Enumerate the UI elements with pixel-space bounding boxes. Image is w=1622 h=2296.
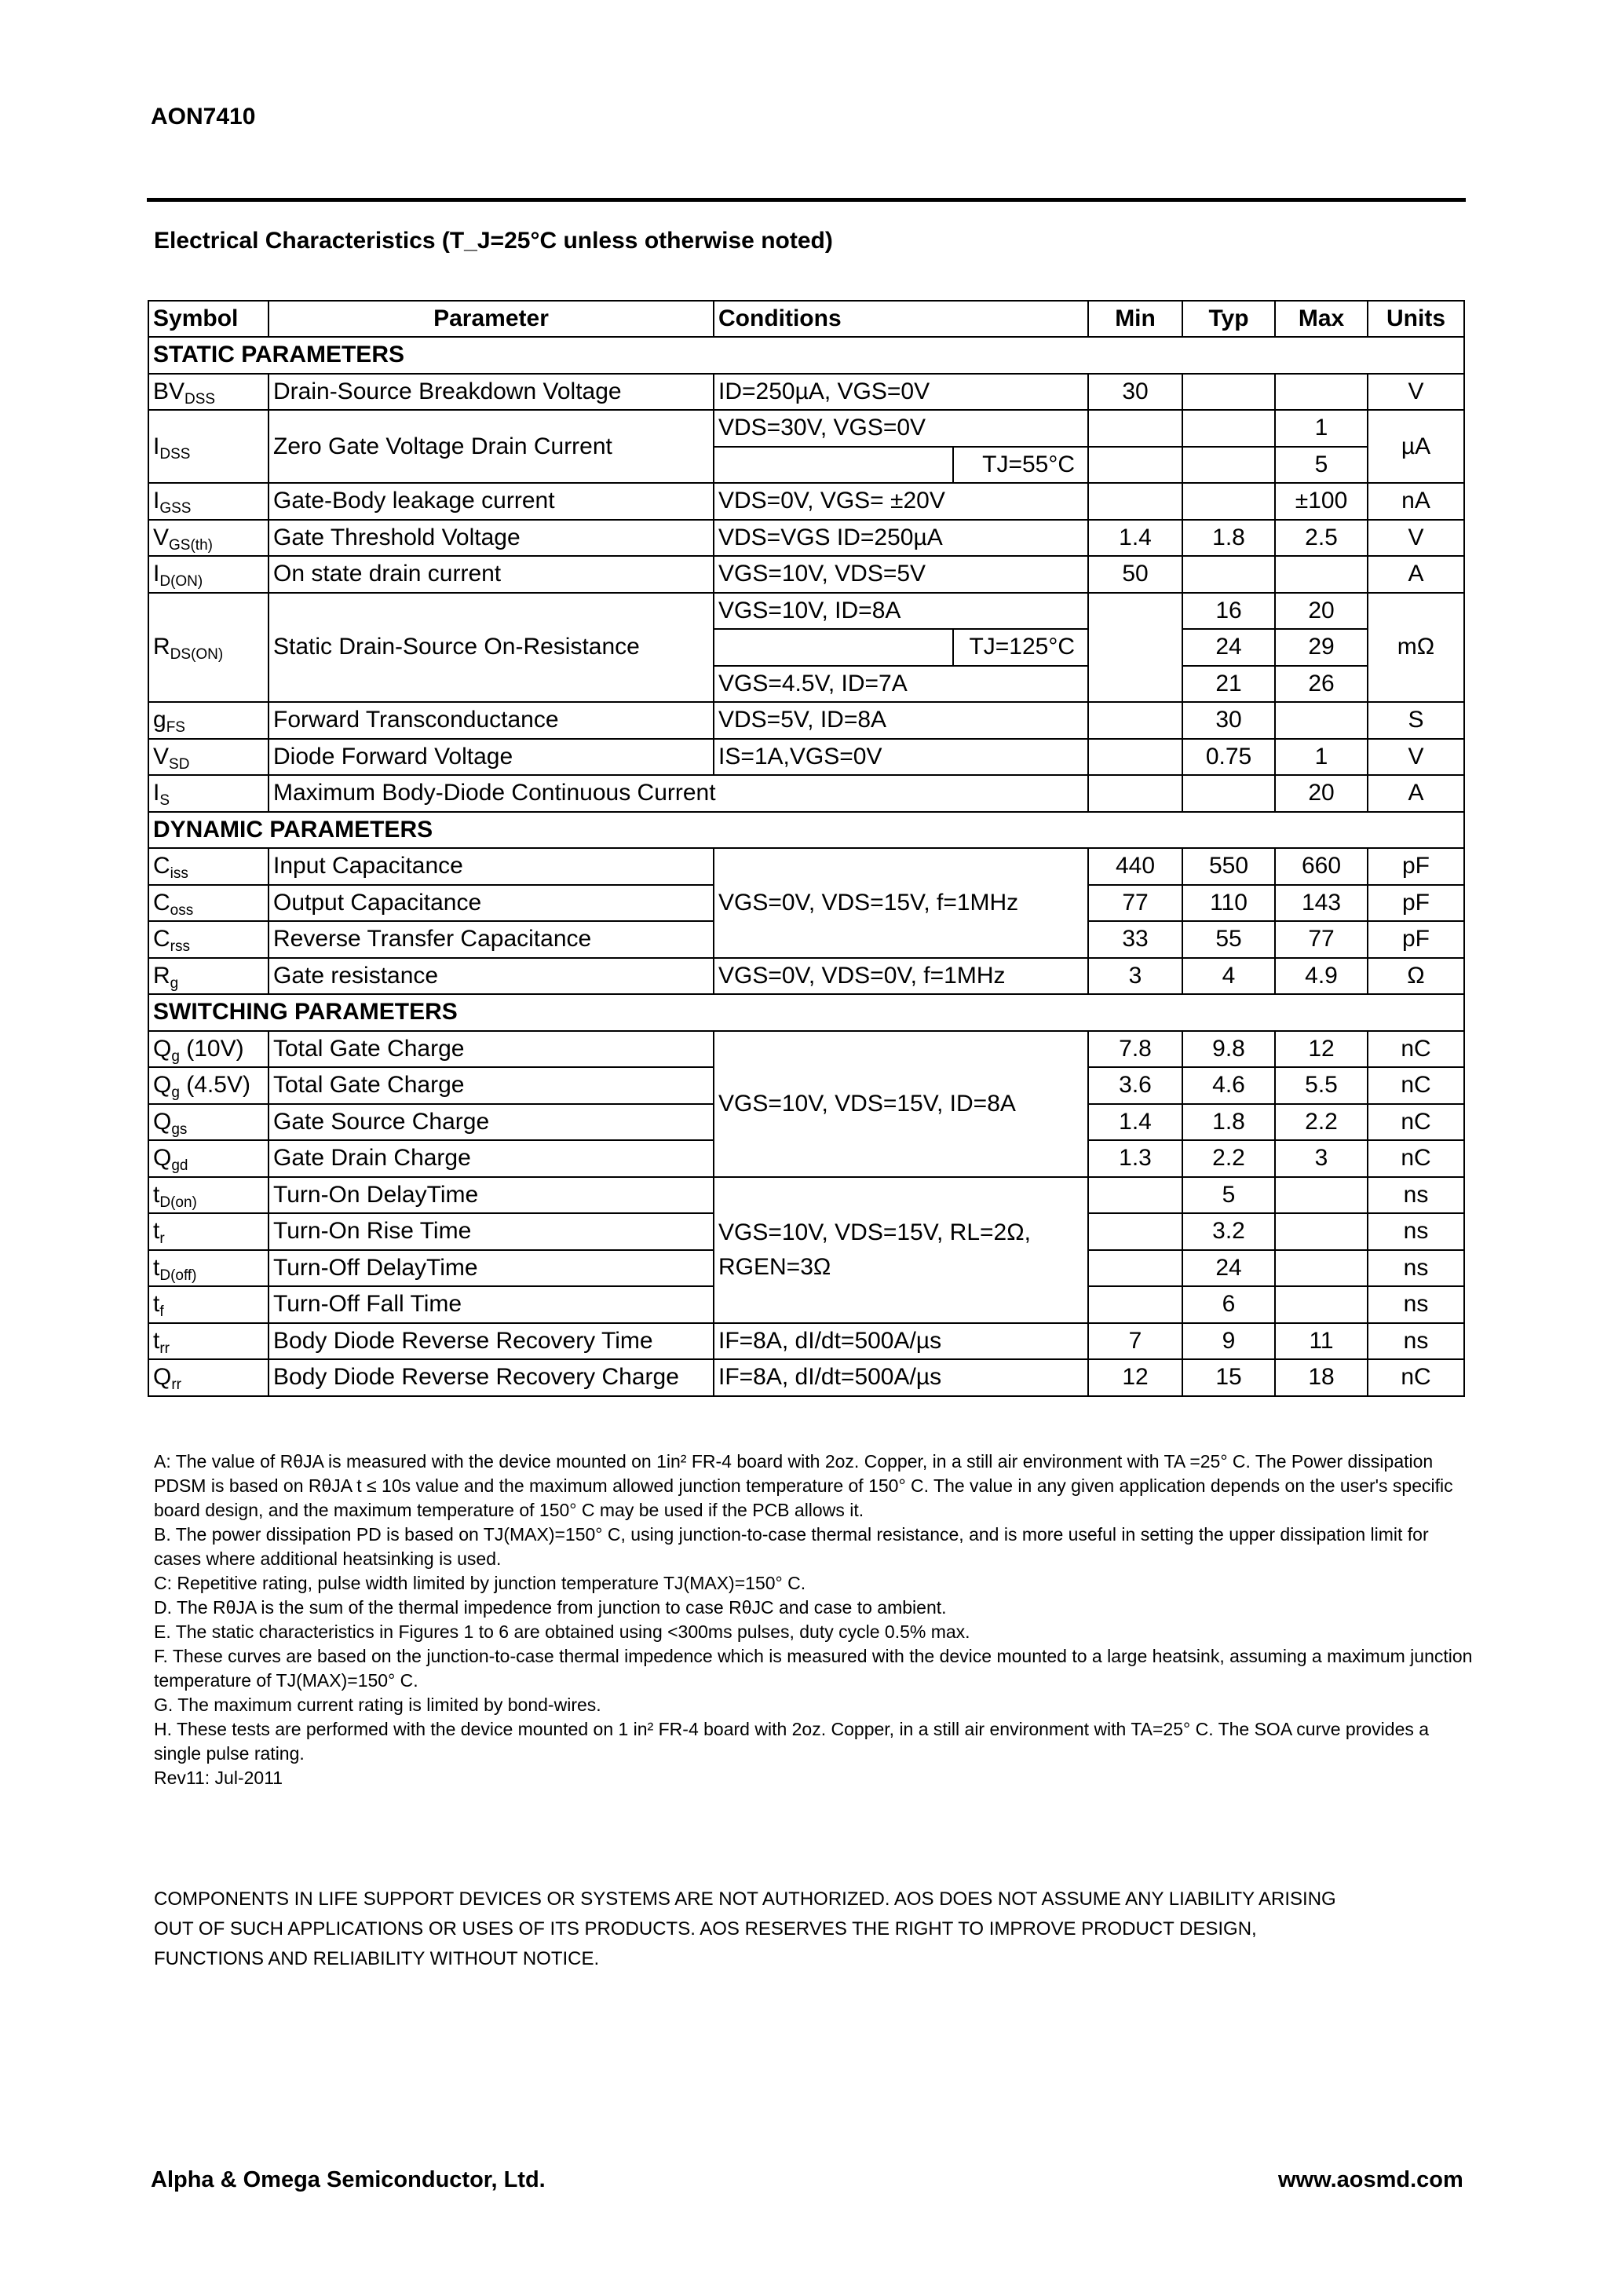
typ-cell: 24: [1182, 1250, 1275, 1287]
note-d: D. The RθJA is the sum of the thermal impedence from junction to case RθJC and case to ambient.: [154, 1597, 947, 1618]
cond-cell: VGS=0V, VDS=15V, f=1MHz: [714, 848, 1088, 958]
unit-cell: Ω: [1368, 958, 1464, 995]
unit-cell: µA: [1368, 410, 1464, 483]
symbol-qrr: $Q_{rr}$: [148, 1359, 269, 1396]
symbol-bvdss: $BV_{DSS}$: [148, 374, 269, 411]
unit-cell: pF: [1368, 848, 1464, 885]
min-cell: 12: [1088, 1359, 1182, 1396]
cond-cell: VDS=VGS ID=250µA: [714, 520, 1088, 557]
param-cell: Body Diode Reverse Recovery Time: [269, 1323, 714, 1360]
typ-cell: [1182, 556, 1275, 593]
min-cell: 30: [1088, 374, 1182, 411]
max-cell: [1275, 1250, 1368, 1287]
unit-cell: nC: [1368, 1104, 1464, 1141]
cond-cell: IF=8A, dI/dt=500A/µs: [714, 1323, 1088, 1360]
max-cell: [1275, 702, 1368, 739]
symbol-rdson: $R_{DS(ON)}$: [148, 593, 269, 703]
param-cell: Maximum Body-Diode Continuous Current: [269, 775, 1088, 812]
typ-cell: 110: [1182, 885, 1275, 922]
param-cell: Forward Transconductance: [269, 702, 714, 739]
max-cell: 143: [1275, 885, 1368, 922]
cond-blank: [714, 629, 953, 666]
typ-cell: 5: [1182, 1177, 1275, 1214]
param-cell: Total Gate Charge: [269, 1067, 714, 1104]
max-cell: 5.5: [1275, 1067, 1368, 1104]
table-row: [148, 593, 1464, 630]
cond-cell: VDS=0V, VGS= ±20V: [714, 483, 1088, 520]
param-cell: Reverse Transfer Capacitance: [269, 921, 714, 958]
note-g: G. The maximum current rating is limited by bond-wires.: [154, 1695, 601, 1715]
typ-cell: 9: [1182, 1323, 1275, 1360]
min-cell: [1088, 1213, 1182, 1250]
unit-cell: S: [1368, 702, 1464, 739]
table-row: [148, 374, 1464, 411]
min-cell: 440: [1088, 848, 1182, 885]
table-row: [148, 702, 1464, 739]
min-cell: 3.6: [1088, 1067, 1182, 1104]
min-cell: 1.4: [1088, 520, 1182, 557]
symbol-idon: $I_{D(ON)}$: [148, 556, 269, 593]
unit-cell: ns: [1368, 1177, 1464, 1214]
typ-cell: [1182, 775, 1275, 812]
param-cell: Gate Threshold Voltage: [269, 520, 714, 557]
part-number: AON7410: [151, 104, 256, 130]
section-dynamic: DYNAMIC PARAMETERS: [148, 812, 1464, 849]
unit-cell: pF: [1368, 885, 1464, 922]
table-row: [148, 739, 1464, 776]
table-row: [148, 775, 1464, 812]
param-cell: Gate Drain Charge: [269, 1140, 714, 1177]
symbol-qg10: $Q_g$ (10V): [148, 1031, 269, 1068]
sw-cond-line-2: RGEN=3Ω: [718, 1253, 831, 1280]
param-cell: Output Capacitance: [269, 885, 714, 922]
max-cell: [1275, 1286, 1368, 1323]
symbol-ciss: $C_{iss}$: [148, 848, 269, 885]
cond-cell: VDS=5V, ID=8A: [714, 702, 1088, 739]
unit-cell: nC: [1368, 1031, 1464, 1068]
param-cell: Gate-Body leakage current: [269, 483, 714, 520]
symbol-igss: $I_{GSS}$: [148, 483, 269, 520]
symbol-qgd: $Q_{gd}$: [148, 1140, 269, 1177]
col-header-conditions: Conditions: [714, 301, 1088, 337]
footer-company: Alpha & Omega Semiconductor, Ltd.: [151, 2167, 546, 2192]
param-cell: Turn-Off DelayTime: [269, 1250, 714, 1287]
unit-cell: nC: [1368, 1359, 1464, 1396]
note-h: H. These tests are performed with the device mounted on 1 in² FR-4 board with 2oz. Copper, in a still air environment with TA=25° C. The SOA curve provides a single pulse rating.: [154, 1719, 1430, 1764]
unit-cell: V: [1368, 520, 1464, 557]
typ-cell: 1.8: [1182, 520, 1275, 557]
table-row: [148, 556, 1464, 593]
param-cell: Body Diode Reverse Recovery Charge: [269, 1359, 714, 1396]
unit-cell: A: [1368, 775, 1464, 812]
typ-cell: 550: [1182, 848, 1275, 885]
cond-cell: VGS=10V, VDS=5V: [714, 556, 1088, 593]
cond-tj-cell: TJ=55°C: [953, 447, 1088, 484]
param-cell: Total Gate Charge: [269, 1031, 714, 1068]
cond-cell-switching: [714, 1177, 1088, 1323]
disclaimer-line: COMPONENTS IN LIFE SUPPORT DEVICES OR SYSTEMS ARE NOT AUTHORIZED. AOS DOES NOT ASSUME ANY LIABILITY ARISING: [154, 1888, 1336, 1910]
min-cell: [1088, 1250, 1182, 1287]
typ-cell: 0.75: [1182, 739, 1275, 776]
cond-cell: VGS=4.5V, ID=7A: [714, 666, 1088, 703]
note-e: E. The static characteristics in Figures 1 to 6 are obtained using <300ms pulses, duty cycle 0.5% max.: [154, 1621, 970, 1642]
unit-cell: V: [1368, 739, 1464, 776]
section-static: STATIC PARAMETERS: [148, 337, 1464, 374]
disclaimer-line: OUT OF SUCH APPLICATIONS OR USES OF ITS PRODUCTS. AOS RESERVES THE RIGHT TO IMPROVE PRODUCT DESIGN,: [154, 1918, 1257, 1940]
param-cell: Turn-On Rise Time: [269, 1213, 714, 1250]
symbol-gfs: $g_{FS}$: [148, 702, 269, 739]
cond-cell: VGS=10V, ID=8A: [714, 593, 1088, 630]
typ-cell: 21: [1182, 666, 1275, 703]
max-cell: 12: [1275, 1031, 1368, 1068]
typ-cell: 4: [1182, 958, 1275, 995]
unit-cell: ns: [1368, 1323, 1464, 1360]
symbol-is: $I_S$: [148, 775, 269, 812]
footer-url-link[interactable]: www.aosmd.com: [1278, 2167, 1463, 2192]
max-cell: 3: [1275, 1140, 1368, 1177]
electrical-characteristics-table: [148, 300, 1465, 1397]
symbol-coss: $C_{oss}$: [148, 885, 269, 922]
typ-cell: 6: [1182, 1286, 1275, 1323]
symbol-tf: $t_f$: [148, 1286, 269, 1323]
typ-cell: 15: [1182, 1359, 1275, 1396]
min-cell: [1088, 483, 1182, 520]
unit-cell: nA: [1368, 483, 1464, 520]
table-row: [148, 1323, 1464, 1360]
cond-cell: VDS=30V, VGS=0V: [714, 410, 1088, 447]
max-cell: [1275, 556, 1368, 593]
typ-cell: 1.8: [1182, 1104, 1275, 1141]
max-cell: [1275, 374, 1368, 411]
param-cell: Drain-Source Breakdown Voltage: [269, 374, 714, 411]
cond-tj-cell: TJ=125°C: [953, 629, 1088, 666]
max-cell: 77: [1275, 921, 1368, 958]
max-cell: 4.9: [1275, 958, 1368, 995]
min-cell: [1088, 447, 1182, 484]
table-row: [148, 483, 1464, 520]
min-cell: 1.3: [1088, 1140, 1182, 1177]
max-cell: [1275, 1213, 1368, 1250]
typ-cell: 55: [1182, 921, 1275, 958]
sw-cond-line-1: VGS=10V, VDS=15V, RL=2Ω,: [718, 1219, 1031, 1245]
table-row: [148, 1031, 1464, 1068]
table-header-row: [148, 301, 1464, 337]
max-cell: 2.5: [1275, 520, 1368, 557]
max-cell: 2.2: [1275, 1104, 1368, 1141]
min-cell: [1088, 1177, 1182, 1214]
table-row: [148, 958, 1464, 995]
param-cell: Input Capacitance: [269, 848, 714, 885]
col-header-min: Min: [1088, 301, 1182, 337]
footnotes: [154, 1450, 1473, 1790]
max-cell: [1275, 1177, 1368, 1214]
max-cell: 29: [1275, 629, 1368, 666]
min-cell: [1088, 702, 1182, 739]
table-row: [148, 410, 1464, 447]
unit-cell: ns: [1368, 1250, 1464, 1287]
col-header-typ: Typ: [1182, 301, 1275, 337]
section-switching: SWITCHING PARAMETERS: [148, 994, 1464, 1031]
unit-cell: A: [1368, 556, 1464, 593]
typ-cell: 2.2: [1182, 1140, 1275, 1177]
disclaimer-line: FUNCTIONS AND RELIABILITY WITHOUT NOTICE.: [154, 1948, 600, 1969]
note-b: B. The power dissipation PD is based on TJ(MAX)=150° C, using junction-to-case thermal resistance, and is more useful in setting the upper dissipation limit for cases where additional heatsinking is used.: [154, 1524, 1429, 1569]
typ-cell: [1182, 374, 1275, 411]
min-cell: [1088, 775, 1182, 812]
disclaimer: [154, 1885, 1489, 1974]
symbol-tdon: $t_{D(on)}$: [148, 1177, 269, 1214]
min-cell: 3: [1088, 958, 1182, 995]
min-cell: [1088, 593, 1182, 703]
header-rule: [147, 198, 1466, 202]
unit-cell: pF: [1368, 921, 1464, 958]
cond-cell: VGS=0V, VDS=0V, f=1MHz: [714, 958, 1088, 995]
unit-cell: nC: [1368, 1067, 1464, 1104]
unit-cell: nC: [1368, 1140, 1464, 1177]
note-c: C: Repetitive rating, pulse width limited by junction temperature TJ(MAX)=150° C.: [154, 1573, 806, 1593]
max-cell: ±100: [1275, 483, 1368, 520]
param-cell: Turn-On DelayTime: [269, 1177, 714, 1214]
param-cell: Turn-Off Fall Time: [269, 1286, 714, 1323]
cond-cell: IS=1A,VGS=0V: [714, 739, 1088, 776]
symbol-qg45: $Q_g$ (4.5V): [148, 1067, 269, 1104]
col-header-units: Units: [1368, 301, 1464, 337]
min-cell: 7: [1088, 1323, 1182, 1360]
symbol-idss: $I_{DSS}$: [148, 410, 269, 483]
cond-cell: ID=250µA, VGS=0V: [714, 374, 1088, 411]
min-cell: 50: [1088, 556, 1182, 593]
symbol-crss: $C_{rss}$: [148, 921, 269, 958]
min-cell: 77: [1088, 885, 1182, 922]
typ-cell: 24: [1182, 629, 1275, 666]
col-header-parameter: Parameter: [269, 301, 714, 337]
typ-cell: 9.8: [1182, 1031, 1275, 1068]
table-row: [148, 848, 1464, 885]
min-cell: [1088, 739, 1182, 776]
unit-cell: ns: [1368, 1286, 1464, 1323]
unit-cell: ns: [1368, 1213, 1464, 1250]
typ-cell: 16: [1182, 593, 1275, 630]
min-cell: [1088, 410, 1182, 447]
table-row: [148, 1359, 1464, 1396]
min-cell: 7.8: [1088, 1031, 1182, 1068]
section-title: Electrical Characteristics (T_J=25°C unless otherwise noted): [154, 228, 833, 254]
param-cell: Zero Gate Voltage Drain Current: [269, 410, 714, 483]
max-cell: 660: [1275, 848, 1368, 885]
param-cell: Gate resistance: [269, 958, 714, 995]
unit-cell: V: [1368, 374, 1464, 411]
max-cell: 20: [1275, 775, 1368, 812]
max-cell: 5: [1275, 447, 1368, 484]
note-a: A: The value of RθJA is measured with the device mounted on 1in² FR-4 board with 2oz. Copper, in a still air environment with TA =25° C. The Power dissipation PDSM is based on RθJA t ≤ 10s value and the maximum allowed junction temperature of 150° C. The value in any given application depends on the user's specific board design, and the maximum temperature of 150° C may be used if the PCB allows it.: [154, 1451, 1453, 1520]
note-f: F. These curves are based on the junction-to-case thermal impedence which is measured with the device mounted to a large heatsink, assuming a maximum junction temperature of TJ(MAX)=150° C.: [154, 1646, 1473, 1691]
unit-cell: mΩ: [1368, 593, 1464, 703]
max-cell: 20: [1275, 593, 1368, 630]
max-cell: 11: [1275, 1323, 1368, 1360]
cond-blank: [714, 447, 953, 484]
revision: Rev11: Jul-2011: [154, 1768, 283, 1788]
typ-cell: [1182, 410, 1275, 447]
param-cell: Static Drain-Source On-Resistance: [269, 593, 714, 703]
typ-cell: 4.6: [1182, 1067, 1275, 1104]
symbol-rg: $R_g$: [148, 958, 269, 995]
symbol-vgsth: $V_{GS(th)}$: [148, 520, 269, 557]
typ-cell: 3.2: [1182, 1213, 1275, 1250]
typ-cell: [1182, 447, 1275, 484]
cond-cell: VGS=10V, VDS=15V, ID=8A: [714, 1031, 1088, 1177]
cond-cell: IF=8A, dI/dt=500A/µs: [714, 1359, 1088, 1396]
param-cell: Gate Source Charge: [269, 1104, 714, 1141]
max-cell: 1: [1275, 410, 1368, 447]
symbol-qgs: $Q_{gs}$: [148, 1104, 269, 1141]
table-row: [148, 1177, 1464, 1214]
table-row: [148, 520, 1464, 557]
param-cell: On state drain current: [269, 556, 714, 593]
min-cell: [1088, 1286, 1182, 1323]
min-cell: 1.4: [1088, 1104, 1182, 1141]
col-header-max: Max: [1275, 301, 1368, 337]
min-cell: 33: [1088, 921, 1182, 958]
col-header-symbol: Symbol: [148, 301, 269, 337]
symbol-tr: $t_r$: [148, 1213, 269, 1250]
max-cell: 18: [1275, 1359, 1368, 1396]
typ-cell: 30: [1182, 702, 1275, 739]
symbol-tdoff: $t_{D(off)}$: [148, 1250, 269, 1287]
max-cell: 1: [1275, 739, 1368, 776]
max-cell: 26: [1275, 666, 1368, 703]
typ-cell: [1182, 483, 1275, 520]
param-cell: Diode Forward Voltage: [269, 739, 714, 776]
symbol-vsd: $V_{SD}$: [148, 739, 269, 776]
symbol-trr: $t_{rr}$: [148, 1323, 269, 1360]
